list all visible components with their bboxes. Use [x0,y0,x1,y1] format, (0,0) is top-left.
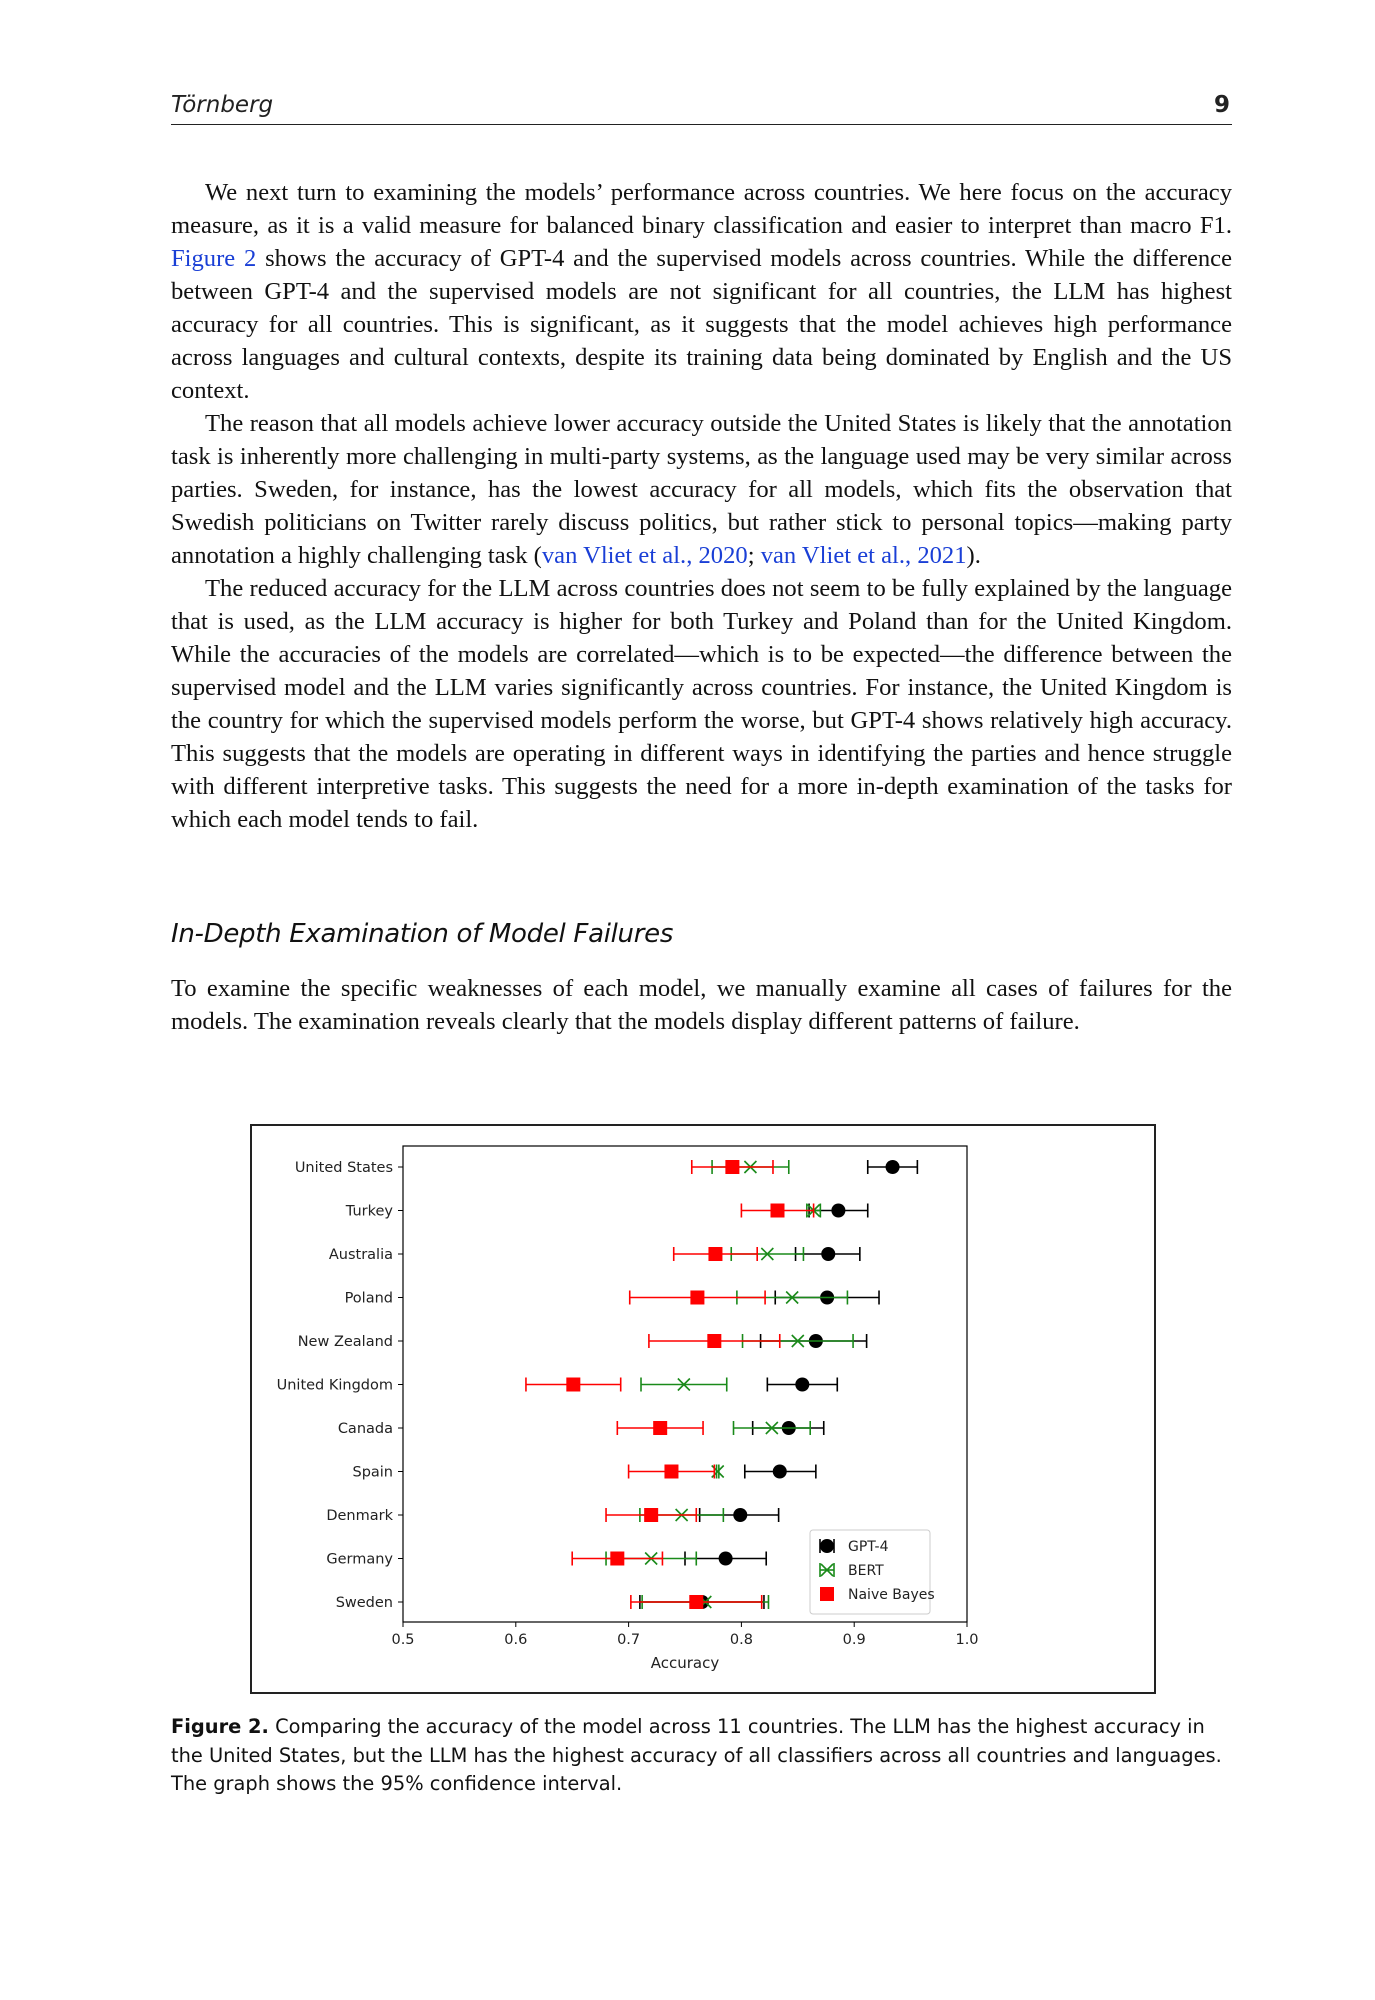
data-point [831,1204,845,1218]
section-paragraph: To examine the specific weaknesses of each model, we manually examine all cases of failures for the models. The examination reveals clearly that the models display different patterns of failure. [171,975,1232,1035]
x-tick-label: 0.7 [617,1632,641,1648]
x-tick-label: 0.9 [842,1632,866,1648]
text-span: The reduced accuracy for the LLM across countries does not seem to be fully explained by the language that is used, as the LLM accuracy is higher for both Turkey and Poland than for the United Kingdom. While the accuracies of the models are correlated—which is to be expected—the difference between the supervised model and the LLM varies significantly across countries. For instance, the United Kingdom is the country for which the supervised models perform the worse, but GPT-4 shows relatively high accuracy. This suggests that the models are operating in different ways in identifying the parties and hence struggle with different interpretive tasks. This suggests the need for a more in-depth examination of the tasks for which each model tends to fail. [171,575,1232,833]
data-point [770,1204,784,1218]
data-point [708,1247,722,1261]
data-point [566,1378,580,1392]
running-header-author: Törnberg [171,92,274,118]
data-point [733,1508,747,1522]
y-tick-label: Denmark [326,1508,393,1524]
text-span: ; [747,542,761,569]
x-tick-label: 0.5 [391,1632,415,1648]
citation-link-2020[interactable]: van Vliet et al., 2020 [541,542,748,569]
paragraph-3 [171,572,1232,836]
data-point [644,1508,658,1522]
caption-label: Figure 2. [171,1715,269,1738]
text-span: The reason that all models achieve lower accuracy outside the United States is likely that the annotation task is inherently more challenging in multi-party systems, as the language used may be very similar across parties. Sweden, for instance, has the lowest accuracy for all models, which fits the observation that Swedish politicians on Twitter rarely discuss politics, but rather stick to personal topics—making party annotation a highly challenging task ( [171,410,1232,569]
y-tick-label: United Kingdom [276,1377,393,1394]
figure-2 [250,1124,1156,1694]
legend-marker [820,1587,834,1601]
accuracy-chart [252,1126,1154,1692]
x-tick-label: 0.8 [729,1632,753,1648]
y-tick-label: Turkey [345,1203,393,1220]
y-tick-label: Canada [337,1421,393,1437]
y-tick-label: Poland [344,1290,393,1307]
y-tick-label: United States [294,1160,393,1176]
data-point [795,1378,809,1392]
data-point [821,1247,835,1261]
caption-text: Comparing the accuracy of the model across 11 countries. The LLM has the highest accuracy in the United States, but the LLM has the highest accuracy of all classifiers across all countries and languages. The graph shows the 95% confidence interval. [171,1715,1222,1795]
x-tick-label: 0.6 [504,1632,528,1648]
data-point [707,1334,721,1348]
legend-marker [820,1539,834,1553]
y-tick-label: Australia [328,1247,393,1263]
x-tick-label: 1.0 [955,1632,979,1648]
legend [810,1530,935,1614]
y-tick-label: New Zealand [297,1334,393,1350]
y-tick-label: Spain [352,1464,393,1481]
text-span: shows the accuracy of GPT-4 and the supervised models across countries. While the difference between GPT-4 and the supervised models are not significant for all countries, the LLM has highest accuracy for all countries. This is significant, as it suggests that the model achieves high performance across languages and cultural contexts, despite its training data being dominated by English and the US context. [171,245,1233,404]
data-point [690,1291,704,1305]
body-text [171,176,1232,836]
running-header [171,88,1232,125]
y-tick-label: Germany [326,1551,393,1568]
figure-caption [171,1713,1232,1799]
data-point [664,1465,678,1479]
text-span: ). [966,542,981,569]
page-number: 9 [1213,92,1230,118]
citation-link-2021[interactable]: van Vliet et al., 2021 [760,542,967,569]
data-point [773,1465,787,1479]
legend-label: GPT-4 [848,1539,889,1555]
data-point [689,1595,703,1609]
legend-label: Naive Bayes [848,1587,935,1603]
data-point [725,1160,739,1174]
data-point [719,1552,733,1566]
paragraph-2 [171,407,1232,572]
data-point [610,1552,624,1566]
paragraph-1 [171,176,1232,407]
legend-label: BERT [848,1563,884,1579]
section-body [171,972,1232,1038]
text-span: We next turn to examining the models’ performance across countries. We here focus on the accuracy measure, as it is a valid measure for balanced binary classification and easier to interpret than macro F1. [171,179,1232,239]
data-point [886,1160,900,1174]
data-point [653,1421,667,1435]
x-axis-label: Accuracy [650,1654,720,1672]
y-tick-label: Sweden [335,1595,393,1611]
section-heading: In-Depth Examination of Model Failures [171,919,674,949]
figure-2-link[interactable]: Figure 2 [171,245,257,272]
